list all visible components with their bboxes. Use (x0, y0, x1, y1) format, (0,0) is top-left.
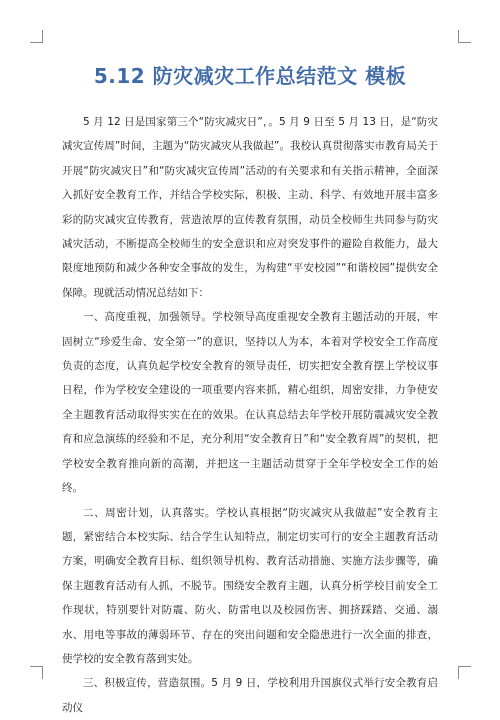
crop-mark-bottom-left (30, 666, 43, 679)
paragraph-section-3: 三、积极宣传，营造氛围。5 月 9 日，学校利用升国旗仪式举行安全教育启动仪 (62, 677, 438, 714)
paragraph-section-2: 二、周密计划，认真落实。学校认真根据“防灾减灾从我做起”安全教育主题，紧密结合本校实际、结合学生认知特点，制定切实可行的安全主题教育活动方案，明确安全教育目标、组织领导机构、教育活动措施、实施方法步骤等，确保主题教育活动有人抓，不脱节。围绕安全教育主题，认真分析学校目前安全工作现状，特别要针对防震、防火、防雷电以及校园伤害、拥挤踩踏、交通、溺水、用电等事故的薄弱环节、存在的突出问题和安全隐患进行一次全面的排查，使学校的安全教育落到实处。 (62, 506, 438, 665)
document-body (62, 110, 438, 720)
crop-mark-top-left (30, 30, 43, 43)
crop-mark-bottom-right (458, 666, 471, 679)
crop-mark-top-right (458, 30, 471, 43)
paragraph-intro: 5 月 12 日是国家第三个“防灾减灾日”，。5 月 9 日至 5 月 13 日，是“防灾减灾宣传周”时间，主题为“防灾减灾从我做起”。我校认真贯彻落实市教育局关于开展“防灾减灾日”和“防灾减灾宣传周”活动的有关要求和有关指示精神，全面深入抓好安全教育工作，并结合学校实际，积极、主动、科学、有效地开展丰富多彩的防灾减灾宣传教育，营造浓厚的宣传教育氛围，动员全校师生共同参与防灾减灾活动，不断提高全校师生的安全意识和应对突发事件的避险自救能力，最大限度地预防和减少各种安全事故的发生，为构建“平安校园”“和谐校园”提供安全保障。现就活动情况总结如下： (62, 116, 438, 299)
document-title: 5.12 防灾减灾工作总结范文 模板 (93, 64, 407, 88)
paragraph-section-1: 一、高度重视，加强领导。学校领导高度重视安全教育主题活动的开展，牢固树立“珍爱生命、安全第一”的意识，坚持以人为本，本着对学校安全工作高度负责的态度，认真负起学校安全教育的领导责任，切实把安全教育摆上学校议事日程，作为学校安全建设的一项重要内容来抓，精心组织，周密安排，力争使安全主题教育活动取得实实在在的效果。在认真总结去年学校开展防震减灾安全教育和应急演练的经验和不足，充分利用“安全教育日”和“安全教育周”的契机，把学校安全教育推向新的高潮，并把这一主题活动贯穿于全年学校安全工作的始终。 (62, 311, 438, 495)
